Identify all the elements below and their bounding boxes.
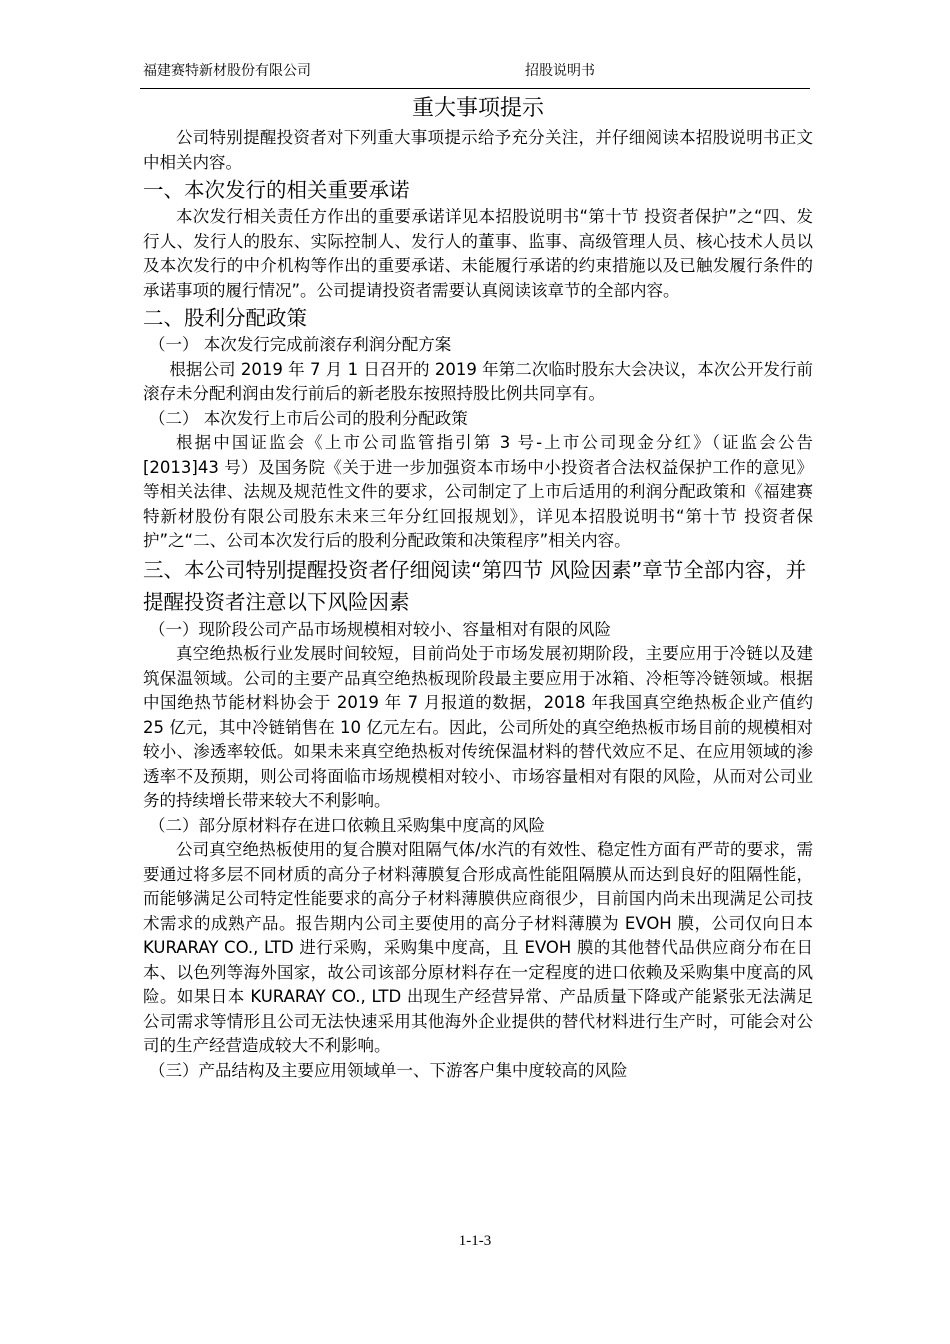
- section-3-2-heading: （二）部分原材料存在进口依赖且采购集中度高的风险: [149, 815, 545, 835]
- section-2-1-paragraph: 根据公司 2019 年 7 月 1 日召开的 2019 年第二次临时股东大会决议，本次公开发行前滚存未分配利润由发行前后的新老股东按照持股比例共同享有。: [143, 359, 813, 403]
- header-doc-type: 招股说明书: [525, 63, 595, 79]
- section-1-heading: 一、本次发行的相关重要承诺: [143, 178, 410, 202]
- section-2-heading: 二、股利分配政策: [143, 306, 307, 330]
- section-3-3-heading: （三）产品结构及主要应用领域单一、下游客户集中度较高的风险: [149, 1060, 628, 1080]
- page-number: 1-1-3: [458, 1233, 492, 1249]
- header-company: 福建赛特新材股份有限公司: [143, 63, 311, 79]
- intro-paragraph: 公司特别提醒投资者对下列重大事项提示给予充分关注，并仔细阅读本招股说明书正文中相关内容。: [143, 128, 813, 172]
- section-3-1-heading: （一）现阶段公司产品市场规模相对较小、容量相对有限的风险: [149, 619, 611, 639]
- section-1-paragraph: 本次发行相关责任方作出的重要承诺详见本招股说明书“第十节 投资者保护”之“四、发行人、发行人的股东、实际控制人、发行人的董事、监事、高级管理人员、核心技术人员以及本次发行的中介机构等作出的重要承诺、未能履行承诺的约束措施以及已触发履行条件的承诺事项的履行情况”。公司提请投资者需要认真阅读该章节的全部内容。: [143, 207, 813, 300]
- section-3-2-paragraph: 公司真空绝热板使用的复合膜对阻隔气体/水汽的有效性、稳定性方面有严苛的要求，需要通过将多层不同材质的高分子材料薄膜复合形成高性能阻隔膜从而达到良好的阻隔性能，而能够满足公司特定性能要求的高分子材料薄膜供应商很少，目前国内尚未出现满足公司技术需求的成熟产品。报告期内公司主要使用的高分子材料薄膜为 EVOH 膜，公司仅向日本 KURARAY CO., LTD 进行采购，采购集中度高，且 EVOH 膜的其他替代品供应商分布在日本、以色列等海外国家，故公司该部分原材料存在一定程度的进口依赖及采购集中度高的风险。如果日本 KURARAY CO., LTD 出现生产经营异常、产品质量下降或产能紧张无法满足公司需求等情形且公司无法快速采用其他海外企业提供的替代材料进行生产时，可能会对公司的生产经营造成较大不利影响。: [143, 840, 813, 1055]
- header-divider: [140, 88, 810, 89]
- page-title: 重大事项提示: [411, 96, 544, 121]
- page-body: [143, 92, 813, 1083]
- section-2-1-heading: （一） 本次发行完成前滚存利润分配方案: [149, 335, 452, 354]
- section-3-heading: 三、本公司特别提醒投资者仔细阅读“第四节 风险因素”章节全部内容，并提醒投资者注意以下风险因素: [143, 557, 807, 614]
- section-2-2-paragraph: 根据中国证监会《上市公司监管指引第 3 号-上市公司现金分红》（证监会公告[2013]43 号）及国务院《关于进一步加强资本市场中小投资者合法权益保护工作的意见》等相关法律、法规及规范性文件的要求，公司制定了上市后适用的利润分配政策和《福建赛特新材股份有限公司股东未来三年分红回报规划》，详见本招股说明书“第十节 投资者保护”之“二、公司本次发行后的股利分配政策和决策程序”相关内容。: [143, 433, 813, 550]
- section-2-2-heading: （二） 本次发行上市后公司的股利分配政策: [149, 408, 468, 428]
- section-3-1-paragraph: 真空绝热板行业发展时间较短，目前尚处于市场发展初期阶段，主要应用于冷链以及建筑保温领域。公司的主要产品真空绝热板现阶段最主要应用于冰箱、冷柜等冷链领域。根据中国绝热节能材料协会于 2019 年 7 月报道的数据，2018 年我国真空绝热板企业产值约 25 亿元，其中冷链销售在 10 亿元左右。因此，公司所处的真空绝热板市场目前的规模相对较小、渗透率较低。如果未来真空绝热板对传统保温材料的替代效应不足、在应用领域的渗透率不及预期，则公司将面临市场规模相对较小、市场容量相对有限的风险，从而对公司业务的持续增长带来较大不利影响。: [143, 644, 813, 810]
